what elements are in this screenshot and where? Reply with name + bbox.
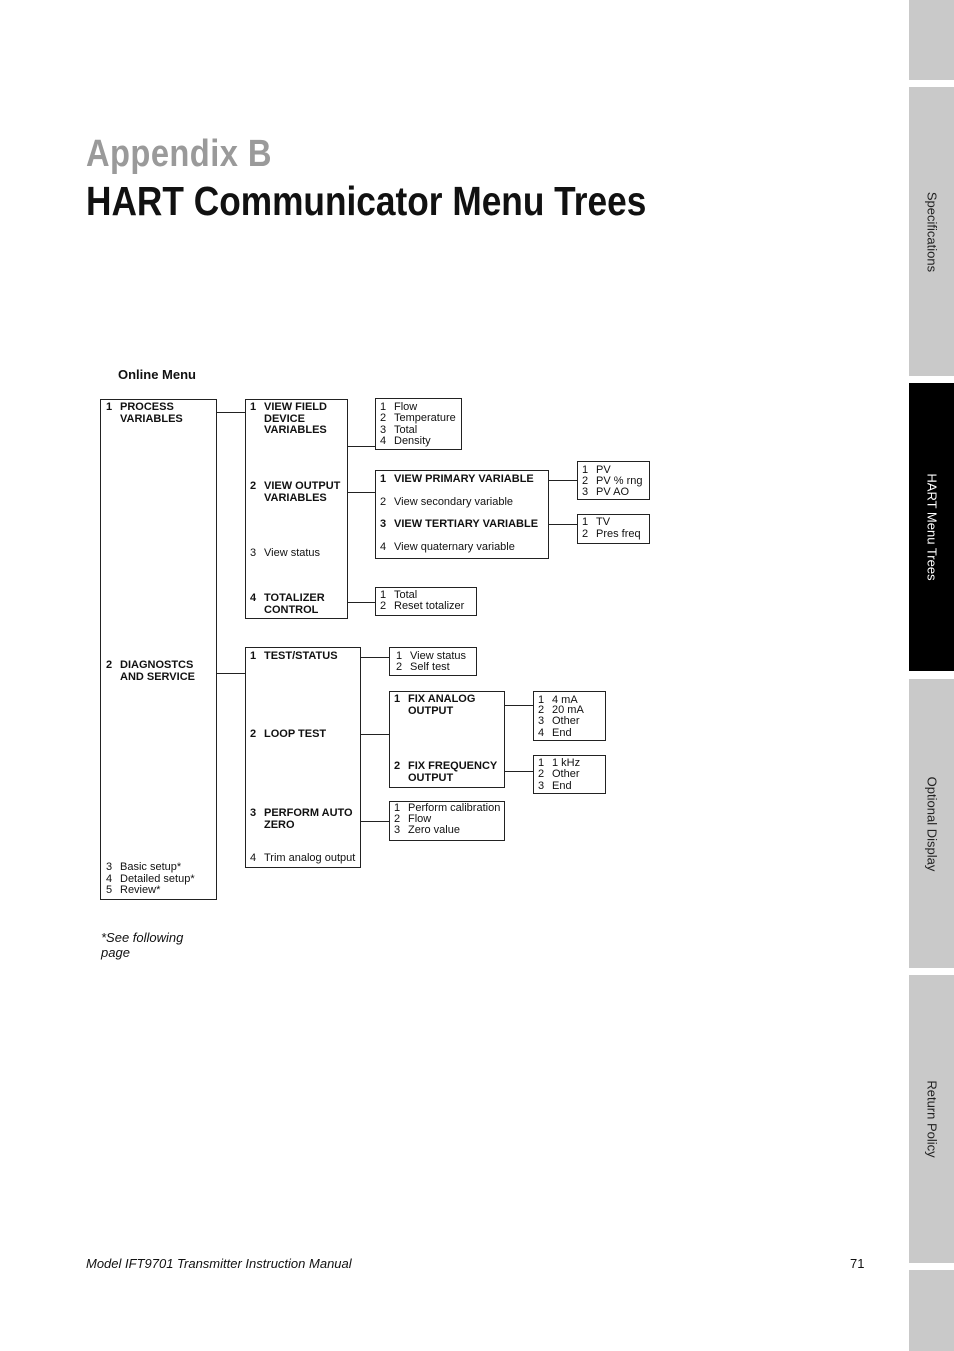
section-label: Online Menu bbox=[118, 367, 196, 382]
connector-line bbox=[361, 734, 389, 735]
menu-item-number: 3 bbox=[106, 861, 113, 873]
appendix-label: Appendix B bbox=[86, 133, 272, 175]
menu-item-label: Self test bbox=[410, 661, 450, 673]
menu-item-label: Total bbox=[394, 424, 418, 436]
menu-item-number: 2 bbox=[394, 813, 401, 825]
connector-line bbox=[549, 524, 577, 525]
menu-item-number: 1 bbox=[582, 516, 589, 528]
menu-item-label: End bbox=[552, 780, 572, 792]
side-tab-label: Return Policy bbox=[924, 1080, 939, 1158]
connector-line bbox=[505, 771, 533, 772]
side-tab-label: HART Menu Trees bbox=[924, 473, 939, 581]
menu-item-label: VIEW OUTPUT VARIABLES bbox=[264, 480, 341, 504]
connector-line bbox=[348, 492, 375, 493]
menu-item-number: 3 bbox=[394, 824, 401, 836]
menu-item-label: Flow bbox=[408, 813, 432, 825]
menu-item-number: 3 bbox=[380, 518, 387, 530]
menu-item-label: Temperature bbox=[394, 412, 456, 424]
menu-item-number: 3 bbox=[582, 486, 589, 498]
side-tab-top[interactable] bbox=[909, 0, 954, 80]
menu-item-label: Detailed setup* bbox=[120, 873, 195, 885]
menu-item-number: 3 bbox=[538, 715, 545, 727]
connector-line bbox=[505, 705, 533, 706]
menu-item-number: 1 bbox=[538, 757, 545, 769]
menu-item-label: FIX ANALOG OUTPUT bbox=[408, 693, 476, 717]
menu-item-number: 1 bbox=[582, 464, 589, 476]
menu-item-label: Density bbox=[394, 435, 431, 447]
menu-item-label: View status bbox=[264, 547, 321, 559]
menu-item-label: TEST/STATUS bbox=[264, 650, 338, 662]
menu-item-number: 1 bbox=[106, 401, 113, 413]
side-tab-label: Specifications bbox=[924, 191, 939, 272]
menu-item-label: Other bbox=[552, 715, 580, 727]
menu-item-label: View quaternary variable bbox=[394, 541, 515, 553]
menu-item-number: 3 bbox=[538, 780, 545, 792]
menu-item-number: 1 bbox=[380, 589, 387, 601]
connector-line bbox=[348, 446, 375, 447]
menu-item-label: Flow bbox=[394, 401, 418, 413]
menu-item-label: Reset totalizer bbox=[394, 600, 465, 612]
menu-item-label: PV % rng bbox=[596, 475, 643, 487]
connector-line bbox=[361, 821, 389, 822]
menu-item-label: View status bbox=[410, 650, 467, 662]
menu-item-number: 2 bbox=[538, 704, 545, 716]
side-tab-return-policy[interactable] bbox=[909, 975, 954, 1263]
menu-item-label: TOTALIZER CONTROL bbox=[264, 592, 325, 616]
menu-item-number: 2 bbox=[394, 760, 401, 772]
online-menu-box bbox=[100, 399, 217, 900]
menu-item-number: 2 bbox=[250, 480, 257, 492]
menu-item-label: VIEW TERTIARY VARIABLE bbox=[394, 518, 539, 530]
menu-item-number: 3 bbox=[250, 547, 257, 559]
menu-item-label: PV AO bbox=[596, 486, 630, 498]
footer-manual-title: Model IFT9701 Transmitter Instruction Manual bbox=[86, 1256, 352, 1271]
menu-item-label: PERFORM AUTO ZERO bbox=[264, 807, 353, 831]
connector-line bbox=[217, 673, 245, 674]
menu-item-number: 2 bbox=[380, 600, 387, 612]
menu-item-number: 1 bbox=[538, 694, 545, 706]
menu-item-label: Review* bbox=[120, 884, 161, 896]
menu-item-label: Basic setup* bbox=[120, 861, 182, 873]
menu-item-label: PV bbox=[596, 464, 611, 476]
page-number: 71 bbox=[850, 1256, 865, 1271]
page-title: HART Communicator Menu Trees bbox=[86, 178, 647, 224]
menu-item-number: 3 bbox=[250, 807, 257, 819]
menu-item-label: Perform calibration bbox=[408, 802, 501, 814]
menu-item-label: 4 mA bbox=[552, 694, 578, 706]
menu-item-number: 1 bbox=[380, 401, 387, 413]
menu-item-number: 4 bbox=[106, 873, 113, 885]
side-tab-label: Optional Display bbox=[924, 776, 939, 871]
menu-item-number: 2 bbox=[380, 496, 387, 508]
menu-item-label: TV bbox=[596, 516, 611, 528]
menu-item-number: 2 bbox=[380, 412, 387, 424]
menu-item-label: View secondary variable bbox=[394, 496, 514, 508]
menu-item-number: 4 bbox=[380, 541, 387, 553]
menu-item-label: End bbox=[552, 727, 572, 739]
connector-line bbox=[217, 412, 245, 413]
menu-item-label: 1 kHz bbox=[552, 757, 581, 769]
connector-line bbox=[549, 480, 577, 481]
menu-item-number: 3 bbox=[380, 424, 387, 436]
menu-item-number: 4 bbox=[250, 592, 257, 604]
menu-item-number: 1 bbox=[394, 802, 401, 814]
menu-item-number: 2 bbox=[582, 528, 589, 540]
side-tab-specifications[interactable] bbox=[909, 87, 954, 376]
menu-item-label: VIEW FIELD DEVICE VARIABLES bbox=[264, 401, 327, 436]
menu-item-number: 4 bbox=[380, 435, 387, 447]
menu-item-label: PROCESS VARIABLES bbox=[120, 401, 183, 425]
menu-item-number: 4 bbox=[538, 727, 545, 739]
menu-item-number: 2 bbox=[106, 659, 113, 671]
menu-item-number: 2 bbox=[582, 475, 589, 487]
menu-item-number: 1 bbox=[394, 693, 401, 705]
menu-item-number: 1 bbox=[250, 401, 257, 413]
menu-item-number: 4 bbox=[250, 852, 257, 864]
connector-line bbox=[361, 657, 389, 658]
side-tab-bottom[interactable] bbox=[909, 1270, 954, 1351]
menu-item-number: 2 bbox=[538, 768, 545, 780]
menu-item-number: 2 bbox=[250, 728, 257, 740]
menu-item-label: LOOP TEST bbox=[264, 728, 327, 740]
menu-item-number: 5 bbox=[106, 884, 113, 896]
menu-item-number: 1 bbox=[380, 473, 387, 485]
menu-item-number: 1 bbox=[250, 650, 257, 662]
menu-item-label: DIAGNOSTCS AND SERVICE bbox=[120, 659, 195, 683]
menu-item-number: 2 bbox=[396, 661, 403, 673]
menu-item-label: Pres freq bbox=[596, 528, 641, 540]
menu-item-label: FIX FREQUENCY OUTPUT bbox=[408, 760, 498, 784]
connector-line bbox=[348, 602, 375, 603]
menu-item-number: 1 bbox=[396, 650, 403, 662]
menu-item-label: Zero value bbox=[408, 824, 460, 836]
menu-item-label: Trim analog output bbox=[264, 852, 356, 864]
menu-item-label: 20 mA bbox=[552, 704, 584, 716]
side-tab-hart-menu-trees[interactable] bbox=[909, 383, 954, 671]
footnote: *See following page bbox=[101, 930, 184, 960]
side-tab-optional-display[interactable] bbox=[909, 679, 954, 968]
diagnostics-box bbox=[245, 647, 361, 868]
menu-item-label: Total bbox=[394, 589, 418, 601]
menu-item-label: VIEW PRIMARY VARIABLE bbox=[394, 473, 534, 485]
menu-item-label: Other bbox=[552, 768, 580, 780]
